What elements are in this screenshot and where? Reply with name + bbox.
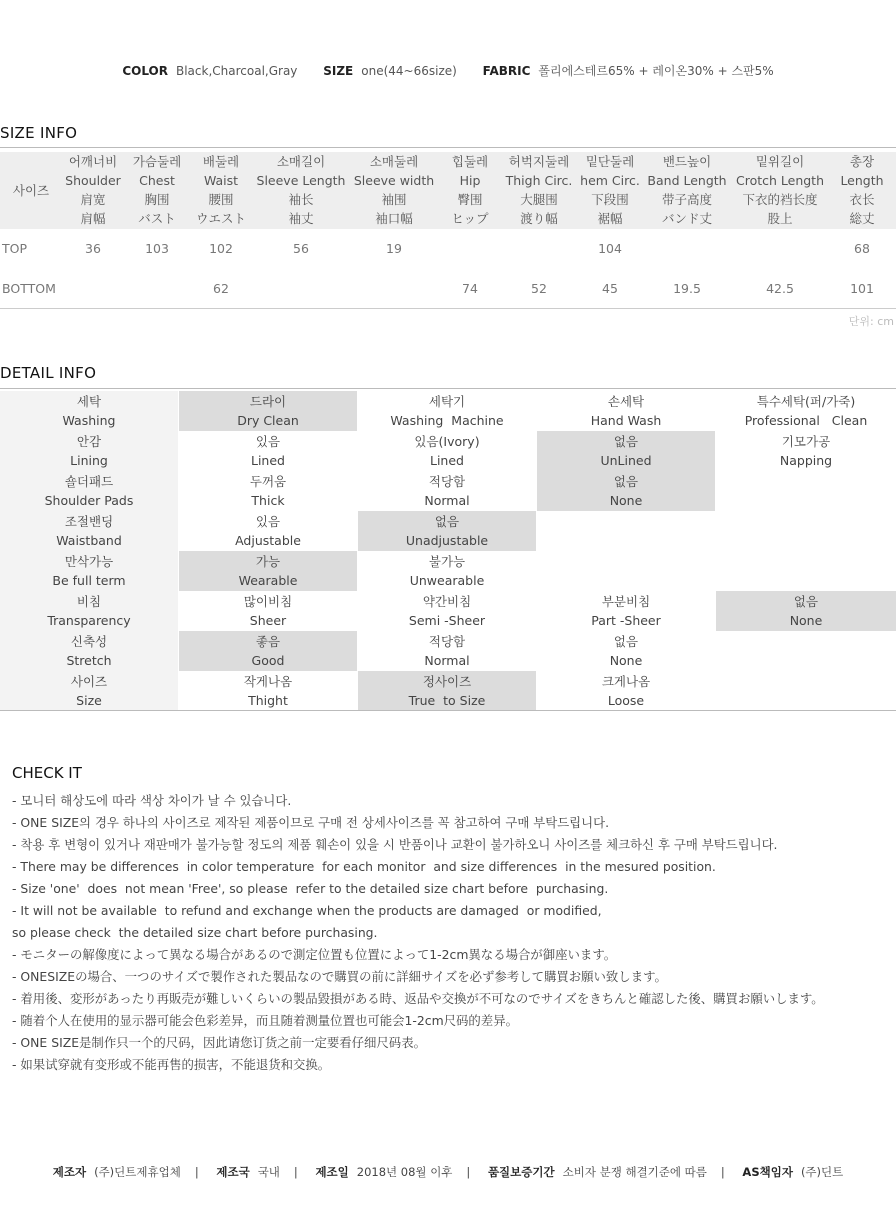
size-column-header: [253, 152, 349, 228]
option-ko: [537, 512, 715, 531]
option-ko: 없음: [434, 514, 460, 529]
size-column-ko: 가슴둘레: [132, 154, 182, 169]
option-ko: 적당함: [428, 474, 466, 489]
option-ko: 없음: [613, 634, 639, 649]
check-it-line: - 随着个人在使用的显示器可能会色彩差异，而且随着测量位置也可能会1-2cm尺码的差异。: [12, 1013, 518, 1028]
label-ko: 만삭가능: [64, 554, 114, 569]
detail-option-selected: [179, 391, 357, 431]
size-column-ko: 소매길이: [276, 154, 326, 169]
option-ko: 크게나옴: [601, 674, 651, 689]
detail-row-label: [0, 671, 178, 711]
option-en: Lined: [430, 453, 464, 468]
size-label: SIZE: [323, 64, 354, 78]
detail-row: [0, 591, 896, 631]
option-en: Loose: [607, 693, 645, 708]
detail-option: [358, 631, 536, 671]
detail-option: [716, 631, 896, 671]
color-label: COLOR: [122, 64, 168, 78]
option-en: [716, 651, 896, 670]
size-column-jp: 渡り幅: [520, 211, 558, 226]
check-it-line: so please check the detailed size chart before purchasing.: [12, 925, 378, 940]
size-column-header: [645, 152, 729, 228]
size-column-header: [730, 152, 830, 228]
detail-option-selected: [716, 591, 896, 631]
option-en: True to Size: [408, 693, 486, 708]
divider: [0, 147, 896, 148]
maker-label: 제조자: [52, 1165, 87, 1179]
check-it-line: - 着用後、変形があったり再販売が難しいくらいの製品毀損がある時、返品や交換が不可なのでサイズをきちんと確認した後、購買お願いします。: [12, 991, 824, 1006]
option-ko: [716, 552, 896, 571]
option-en: None: [609, 653, 643, 668]
label-ko: 조절밴딩: [64, 514, 114, 529]
size-cell: 42.5: [766, 281, 794, 296]
size-column-jp: 袖丈: [288, 211, 314, 226]
detail-option: [179, 471, 357, 511]
option-ko: [716, 672, 896, 691]
detail-option: [179, 511, 357, 551]
detail-row: [0, 511, 896, 551]
size-cell: 56: [293, 241, 309, 256]
separator: |: [293, 1165, 298, 1179]
divider: [0, 308, 896, 309]
size-column-cn: 胸围: [144, 192, 170, 207]
size-column-ko: 어깨너비: [68, 154, 118, 169]
option-ko: 정사이즈: [422, 674, 472, 689]
maker-value: (주)딘트제휴업체: [94, 1165, 181, 1179]
size-column-header: [832, 152, 892, 228]
check-it-line: - ONESIZEの場合、一つのサイズで製作された製品なので購買の前に詳細サイズを必ず参考して購買お願い致します。: [12, 969, 667, 984]
option-en: Napping: [779, 453, 833, 468]
option-en: Normal: [424, 653, 470, 668]
option-en: Adjustable: [235, 533, 301, 548]
option-ko: 드라이: [249, 394, 287, 409]
option-ko: 불가능: [428, 554, 466, 569]
detail-option-selected: [358, 511, 536, 551]
option-en: None: [609, 493, 643, 508]
size-column-jp: バンド丈: [661, 211, 712, 226]
detail-option: [179, 671, 357, 711]
label-ko: 사이즈: [70, 674, 108, 689]
size-cell: 52: [531, 281, 547, 296]
check-it-line: - There may be differences in color temperature for each monitor and size differences in the mesured position.: [12, 859, 716, 874]
size-cell: 62: [213, 281, 229, 296]
check-it-line: - It will not be available to refund and exchange when the products are damaged or modified,: [12, 903, 602, 918]
label-en: Transparency: [47, 613, 131, 628]
detail-option: [716, 391, 896, 431]
size-cell: 103: [145, 241, 169, 256]
date-value: 2018년 08월 이후: [356, 1165, 453, 1179]
detail-row-label: [0, 631, 178, 671]
option-en: [716, 531, 896, 550]
size-column-en: Sleeve Length: [256, 173, 346, 188]
label-ko: 신축성: [70, 634, 108, 649]
option-ko: [716, 512, 896, 531]
option-en: Hand Wash: [590, 413, 662, 428]
size-row-top-label: TOP: [2, 241, 28, 256]
detail-option-selected: [358, 671, 536, 711]
size-column-ko: 배둘레: [202, 154, 240, 169]
option-en: Lined: [251, 453, 285, 468]
detail-row-label: [0, 551, 178, 591]
size-cell: 104: [598, 241, 622, 256]
size-column-en: Chest: [139, 173, 175, 188]
option-ko: 없음: [793, 594, 819, 609]
size-info-title: SIZE INFO: [0, 124, 78, 142]
size-column-header: [440, 152, 500, 228]
detail-option-selected: [537, 431, 715, 471]
option-ko: 기모가공: [781, 434, 831, 449]
size-column-jp: ウエスト: [195, 211, 246, 226]
size-cell: 68: [854, 241, 870, 256]
color-value: Black,Charcoal,Gray: [175, 64, 298, 78]
detail-row-label: [0, 471, 178, 511]
option-ko: [716, 632, 896, 651]
option-en: Dry Clean: [237, 413, 299, 428]
label-ko: 숄더패드: [64, 474, 114, 489]
label-ko: 안감: [76, 434, 102, 449]
separator: |: [466, 1165, 471, 1179]
label-en: Lining: [70, 453, 108, 468]
unit-note: 단위: cm: [848, 315, 894, 328]
size-column-en: Sleeve width: [353, 173, 435, 188]
size-column-ko: 밴드높이: [662, 154, 712, 169]
option-en: None: [789, 613, 823, 628]
detail-option: [716, 431, 896, 471]
size-column-ko: 밑위길이: [755, 154, 805, 169]
detail-option: [537, 391, 715, 431]
size-column-en: Band Length: [647, 173, 727, 188]
size-column-ko: 밑단둘레: [585, 154, 635, 169]
detail-option-selected: [179, 551, 357, 591]
size-column-cn: 袖长: [288, 192, 314, 207]
size-column-cn: 衣长: [849, 192, 875, 207]
detail-option: [537, 511, 715, 551]
detail-row: [0, 671, 896, 711]
divider: [0, 710, 896, 711]
size-column-header: [61, 152, 125, 228]
option-en: Professional Clean: [744, 413, 868, 428]
check-it-line: - 착용 후 변형이 있거나 재판매가 불가능할 정도의 제품 훼손이 있을 시 반품이나 교환이 불가하오니 사이즈를 체크하신 후 구매 부탁드립니다.: [12, 837, 778, 852]
check-it-line: - 모니터 해상도에 따라 색상 차이가 날 수 있습니다.: [12, 793, 292, 808]
detail-option: [716, 511, 896, 551]
option-ko: 특수세탁(퍼/가죽): [756, 394, 856, 409]
option-ko: 작게나옴: [243, 674, 293, 689]
option-en: Unwearable: [409, 573, 485, 588]
option-ko: 적당함: [428, 634, 466, 649]
size-cell: 74: [462, 281, 478, 296]
as-label: AS책임자: [742, 1165, 793, 1179]
size-column-en: Crotch Length: [735, 173, 825, 188]
divider: [0, 388, 896, 389]
detail-row: [0, 551, 896, 591]
size-cell: 102: [209, 241, 233, 256]
check-it-line: - ONE SIZE是制作只一个的尺码，因此请您订货之前一定要看仔细尺码表。: [12, 1035, 426, 1050]
size-column-ko: 총장: [849, 154, 875, 169]
size-cell: 101: [850, 281, 874, 296]
detail-option: [537, 631, 715, 671]
option-en: Unadjustable: [405, 533, 489, 548]
size-value: one(44~66size): [361, 64, 457, 78]
size-column-jp: ヒップ: [451, 211, 489, 226]
size-column-en: Shoulder: [65, 173, 121, 188]
size-column-cn: 臀围: [457, 192, 483, 207]
check-it-line: - ONE SIZE의 경우 하나의 사이즈로 제작된 제품이므로 구매 전 상세사이즈를 꼭 참고하여 구매 부탁드립니다.: [12, 815, 610, 830]
size-column-en: Thigh Circ.: [505, 173, 573, 188]
option-ko: 있음(Ivory): [414, 434, 480, 449]
country-label: 제조국: [216, 1165, 250, 1179]
product-spec-line: [0, 62, 896, 79]
size-column-en: Length: [840, 173, 884, 188]
detail-option: [716, 551, 896, 591]
option-ko: 약간비침: [422, 594, 472, 609]
size-column-jp: バスト: [138, 211, 176, 226]
size-column-cn: 带子高度: [661, 192, 712, 207]
detail-row: [0, 391, 896, 431]
detail-row-label: [0, 431, 178, 471]
option-en: Normal: [424, 493, 470, 508]
detail-info-title: DETAIL INFO: [0, 364, 97, 382]
option-ko: 많이비침: [243, 594, 293, 609]
detail-option: [716, 471, 896, 511]
detail-option: [358, 591, 536, 631]
option-ko: 손세탁: [607, 394, 645, 409]
size-column-ko: 소매둘레: [369, 154, 419, 169]
label-ko: 비침: [76, 594, 102, 609]
size-column-cn: 袖围: [381, 192, 407, 207]
option-en: Semi -Sheer: [408, 613, 486, 628]
detail-option: [716, 671, 896, 711]
size-row-bottom-label: BOTTOM: [2, 281, 56, 296]
check-it-line: - 如果试穿就有变形或不能再售的损害，不能退货和交换。: [12, 1057, 331, 1072]
country-value: 국내: [257, 1165, 280, 1179]
size-cell: 19.5: [673, 281, 701, 296]
footer-info: [0, 1164, 896, 1180]
size-cell: 19: [386, 241, 402, 256]
detail-option: [537, 671, 715, 711]
size-column-header: [125, 152, 189, 228]
fabric-label: FABRIC: [482, 64, 531, 78]
size-column-header: [501, 152, 577, 228]
option-ko: 좋음: [255, 634, 281, 649]
size-column-cn: 肩宽: [80, 192, 106, 207]
warranty-value: 소비자 분쟁 해결기준에 따름: [562, 1165, 707, 1179]
size-column-jp: 袖口幅: [375, 211, 413, 226]
detail-row-label: [0, 591, 178, 631]
label-ko: 세탁: [76, 394, 102, 409]
detail-row-label: [0, 391, 178, 431]
detail-option-selected: [537, 471, 715, 511]
option-ko: 세탁기: [428, 394, 466, 409]
detail-option: [537, 591, 715, 631]
label-en: Washing: [62, 413, 116, 428]
size-cell: 45: [602, 281, 618, 296]
option-en: Good: [251, 653, 285, 668]
option-en: Part -Sheer: [591, 613, 661, 628]
option-ko: 부분비침: [601, 594, 651, 609]
detail-row: [0, 431, 896, 471]
option-ko: 두꺼움: [249, 474, 287, 489]
option-ko: 없음: [613, 434, 639, 449]
option-ko: 있음: [255, 434, 281, 449]
size-column-ko: 힙둘레: [451, 154, 489, 169]
option-en: [537, 571, 715, 590]
detail-option: [179, 591, 357, 631]
size-column-cn: 下段围: [591, 192, 629, 207]
option-en: Thick: [251, 493, 285, 508]
check-it-line: - Size 'one' does not mean 'Free', so please refer to the detailed size chart before purchasing.: [12, 881, 609, 896]
warranty-label: 품질보증기간: [487, 1165, 555, 1179]
size-column-en: hem Circ.: [580, 173, 640, 188]
detail-option: [179, 431, 357, 471]
size-column-jp: 総丈: [849, 211, 875, 226]
size-row-header: 사이즈: [12, 183, 50, 198]
check-it-notes: [12, 790, 824, 1076]
label-en: Be full term: [52, 573, 126, 588]
detail-option-selected: [179, 631, 357, 671]
option-en: Washing Machine: [390, 413, 504, 428]
option-ko: 가능: [255, 554, 281, 569]
size-column-jp: 肩幅: [80, 211, 106, 226]
option-en: UnLined: [600, 453, 652, 468]
separator: |: [194, 1165, 199, 1179]
size-column-cn: 下衣的裆长度: [742, 192, 818, 207]
detail-option: [358, 551, 536, 591]
option-en: [716, 691, 896, 710]
size-column-cn: 大腿围: [520, 192, 558, 207]
size-column-en: Hip: [459, 173, 481, 188]
detail-row-label: [0, 511, 178, 551]
option-ko: [537, 552, 715, 571]
size-column-cn: 腰围: [208, 192, 234, 207]
separator: |: [720, 1165, 725, 1179]
option-en: Thight: [248, 693, 288, 708]
detail-option: [358, 391, 536, 431]
option-en: [716, 571, 896, 590]
option-en: Sheer: [249, 613, 287, 628]
detail-option: [358, 431, 536, 471]
option-ko: 없음: [613, 474, 639, 489]
option-en: Wearable: [238, 573, 298, 588]
detail-option: [537, 551, 715, 591]
check-it-title: CHECK IT: [12, 764, 82, 782]
option-ko: 있음: [255, 514, 281, 529]
size-column-header: [575, 152, 645, 228]
size-column-ko: 허벅지둘레: [508, 154, 570, 169]
label-en: Size: [76, 693, 102, 708]
detail-row: [0, 471, 896, 511]
option-ko: [716, 472, 896, 491]
size-cell: 36: [85, 241, 101, 256]
detail-option: [358, 471, 536, 511]
size-column-en: Waist: [203, 173, 239, 188]
label-en: Stretch: [66, 653, 112, 668]
size-column-header: [349, 152, 439, 228]
detail-row: [0, 631, 896, 671]
size-column-jp: 股上: [767, 211, 793, 226]
date-label: 제조일: [315, 1165, 349, 1179]
option-en: [716, 491, 896, 510]
as-value: (주)딘트: [800, 1165, 844, 1179]
size-column-jp: 裾幅: [597, 211, 623, 226]
label-en: Waistband: [56, 533, 122, 548]
check-it-line: - モニターの解像度によって異なる場合があるので測定位置も位置によって1-2cm異なる場合が御座います。: [12, 947, 617, 962]
fabric-value: 폴리에스테르65% + 레이온30% + 스판5%: [538, 64, 774, 78]
size-column-header: [189, 152, 253, 228]
label-en: Shoulder Pads: [44, 493, 134, 508]
option-en: [537, 531, 715, 550]
